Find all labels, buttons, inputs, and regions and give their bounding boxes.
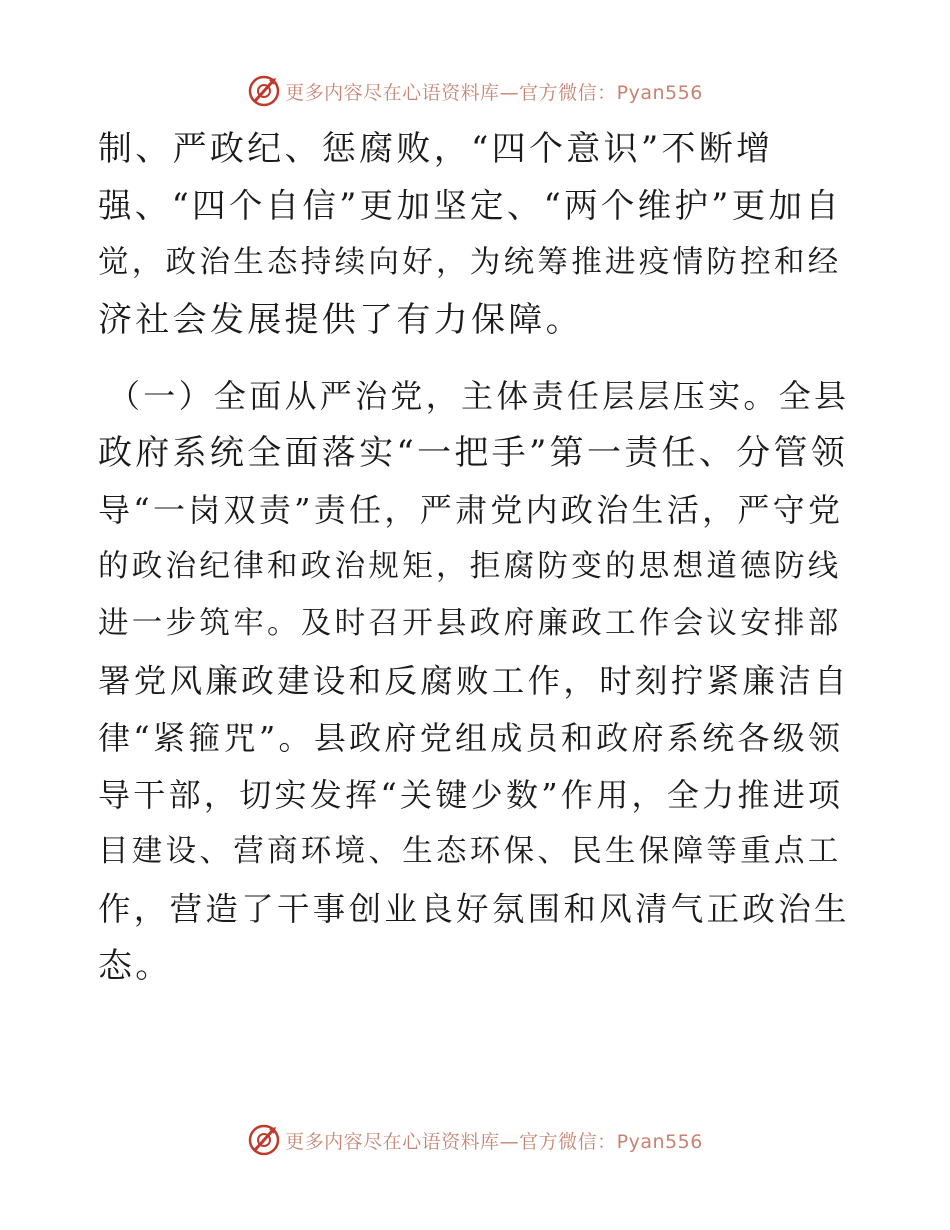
watermark-text: 更多内容尽在心语资料库—官方微信：Pyan556 [285,81,703,104]
logo-icon [247,74,281,108]
header-watermark [0,71,950,111]
text-line: 导“一岗双责”责任，严肃党内政治生活，严守党 [98,491,844,529]
footer-watermark [0,1120,950,1160]
text-line: 进一步筑牢。及时召开县政府廉政工作会议安排部 [98,606,842,641]
text-line: 导干部，切实发挥“关键少数”作用，全力推进项 [98,776,844,814]
text-line: 的政治纪律和政治规矩，拒腐防变的思想道德防线 [98,549,842,584]
watermark-text: 更多内容尽在心语资料库—官方微信：Pyan556 [285,1130,703,1153]
text-line: 律“紧箍咒”。县政府党组成员和政府系统各级领 [98,719,844,757]
logo-icon [247,1123,281,1157]
text-line: 强、“四个自信”更加坚定、“两个维护”更加自 [98,186,843,225]
text-line: 作，营造了干事创业良好氛围和风清气正政治生 [98,890,850,928]
text-line: （一）全面从严治党，主体责任层层压实。全县 [108,377,850,415]
text-line: 署党风廉政建设和反腐败工作，时刻拧紧廉洁自 [98,662,850,700]
text-line: 态。 [98,946,173,986]
text-line: 济社会发展提供了有力保障。 [98,300,583,340]
text-line: 目建设、营商环境、生态环保、民生保障等重点工 [98,834,842,869]
text-line: 制、严政纪、惩腐败，“四个意识”不断增 [98,129,774,169]
text-line: 政府系统全面落实“一把手”第一责任、分管领 [98,433,849,473]
text-line: 觉，政治生态持续向好，为统筹推进疫情防控和经 [98,245,842,280]
